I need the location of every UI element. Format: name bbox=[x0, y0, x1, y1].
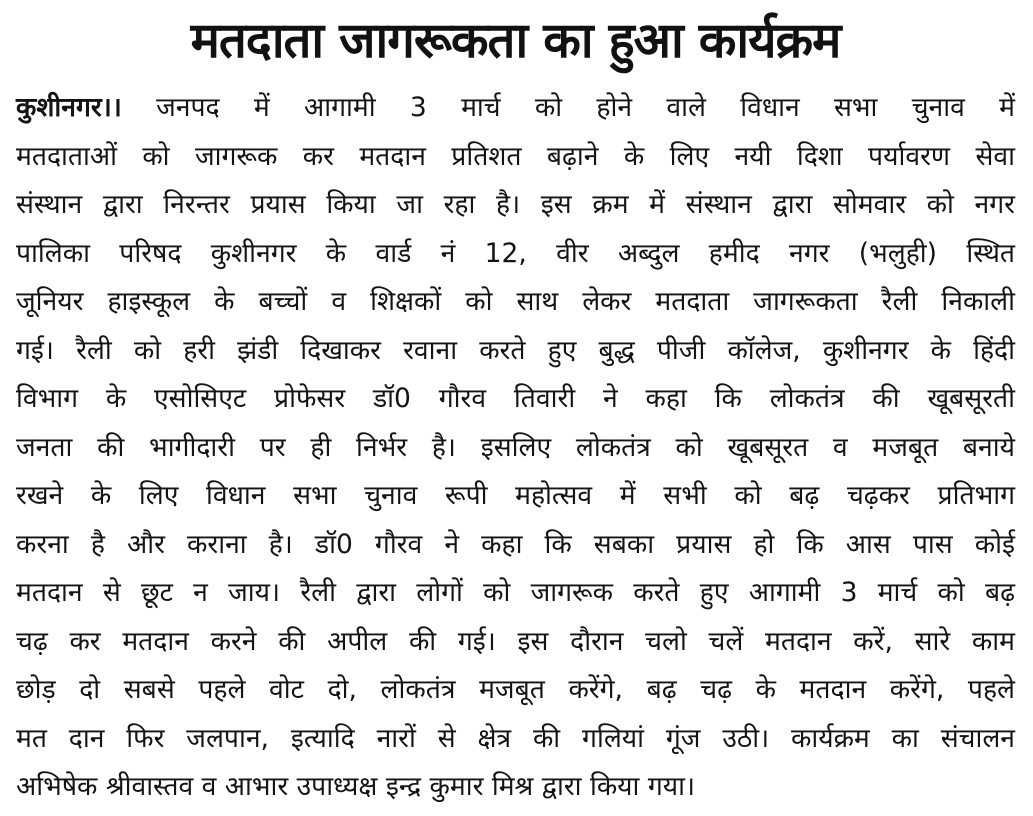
article-line-4: पालिका परिषद कुशीनगर के वार्ड नं 12, वीर अब्दुल हमीद नगर (भलुही) स्थित bbox=[16, 237, 1015, 269]
article-line-10: करना है और कराना है। डॉ0 गौरव ने कहा कि सबका प्रयास हो कि आस पास कोई bbox=[16, 528, 1015, 560]
article-line-14: मत दान फिर जलपान, इत्यादि नारों से क्षेत्र की गलियां गूंज उठी। कार्यक्रम का संचालन bbox=[16, 722, 1015, 754]
article-line-15: अभिषेक श्रीवास्तव व आभार उपाध्यक्ष इन्द्र कुमार मिश्र द्वारा किया गया। bbox=[16, 771, 696, 802]
article-line-5: जूनियर हाइस्कूल के बच्चों व शिक्षकों को साथ लेकर मतदाता जागरूकता रैली निकाली bbox=[16, 286, 1015, 317]
article-line-11: मतदान से छूट न जाय। रैली द्वारा लोगों को जागरूक करते हुए आगामी 3 मार्च को बढ़ bbox=[16, 577, 1015, 608]
article-line-1-text: जनपद में आगामी 3 मार्च को होने वाले विधान सभा चुनाव में bbox=[121, 92, 1015, 123]
dateline: कुशीनगर।। bbox=[16, 92, 122, 123]
article-line-8: जनता की भागीदारी पर ही निर्भर है। इसलिए लोकतंत्र को खूबसूरत व मजबूत बनाये bbox=[16, 431, 1015, 463]
article-line-6: गई। रैली को हरी झंडी दिखाकर रवाना करते हुए बुद्ध पीजी कॉलेज, कुशीनगर के हिंदी bbox=[16, 334, 1015, 366]
article-line-9: रखने के लिए विधान सभा चुनाव रूपी महोत्सव में सभी को बढ़ चढ़कर प्रतिभाग bbox=[16, 480, 1015, 511]
article-line-7: विभाग के एसोसिएट प्रोफेसर डॉ0 गौरव तिवारी ने कहा कि लोकतंत्र की खूबसूरती bbox=[16, 383, 1015, 414]
article-line-1 bbox=[16, 84, 1015, 133]
article-line-13: छोड़ दो सबसे पहले वोट दो, लोकतंत्र मजबूत करेंगे, बढ़ चढ़ के मतदान करेंगे, पहले bbox=[16, 674, 1015, 705]
headline: मतदाता जागरूकता का हुआ कार्यक्रम bbox=[190, 12, 841, 69]
article-body bbox=[16, 84, 1015, 812]
article-line-2: मतदाताओं को जागरूक कर मतदान प्रतिशत बढ़ाने के लिए नयी दिशा पर्यावरण सेवा bbox=[16, 140, 1015, 172]
article-line-12: चढ़ कर मतदान करने की अपील की गई। इस दौरान चलो चलें मतदान करें, सारे काम bbox=[16, 625, 1015, 657]
article-line-3: संस्थान द्वारा निरन्तर प्रयास किया जा रहा है। इस क्रम में संस्थान द्वारा सोमवार को नगर bbox=[16, 189, 1015, 220]
